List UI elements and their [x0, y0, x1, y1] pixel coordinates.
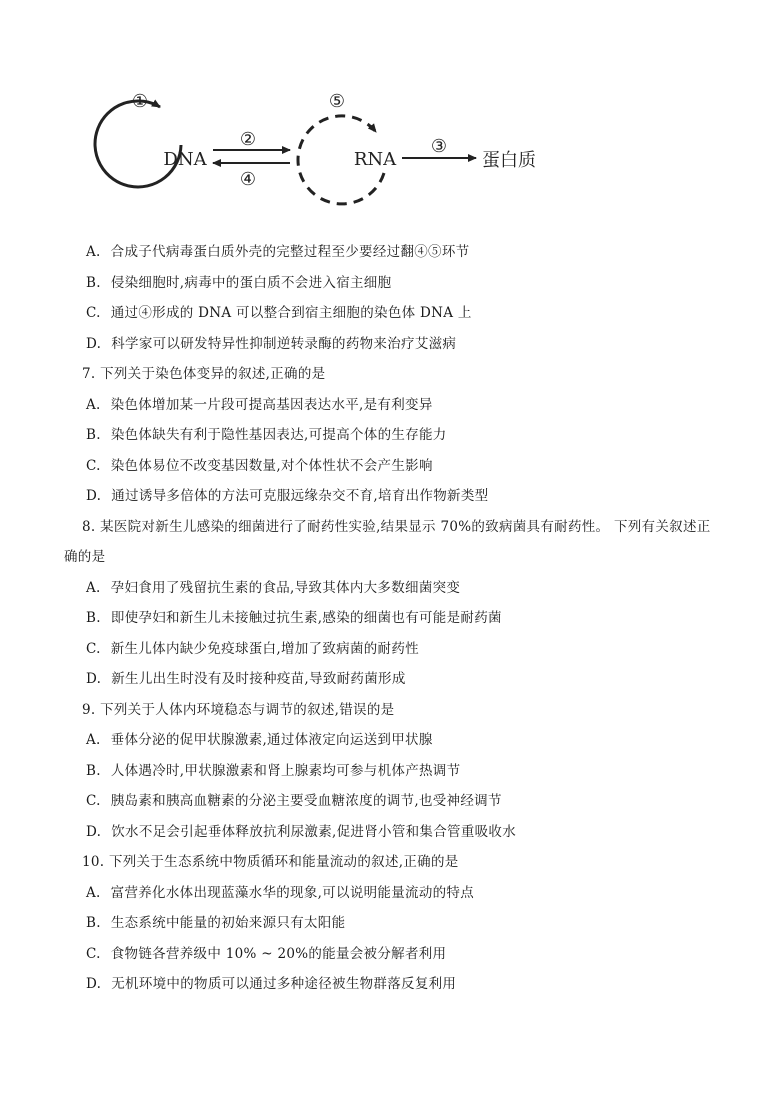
q9-option-b: B. 人体遇冷时,甲状腺激素和肾上腺素均可参与机体产热调节: [86, 763, 461, 779]
dna-label: DNA: [163, 149, 207, 170]
marker-1: ①: [131, 91, 149, 112]
q8-option-d: D. 新生儿出生时没有及时接种疫苗,导致耐药菌形成: [86, 671, 406, 687]
q7-option-d: D. 通过诱导多倍体的方法可克服远缘杂交不育,培育出作物新类型: [86, 488, 489, 504]
q7-option-c: C. 染色体易位不改变基因数量,对个体性状不会产生影响: [86, 458, 433, 474]
q8-option-a: A. 孕妇食用了残留抗生素的食品,导致其体内大多数细菌突变: [86, 580, 461, 596]
q10-stem: 10. 下列关于生态系统中物质循环和能量流动的叙述,正确的是: [82, 854, 459, 870]
q8-option-c: C. 新生儿体内缺少免疫球蛋白,增加了致病菌的耐药性: [86, 641, 419, 657]
q9-option-c: C. 胰岛素和胰高血糖素的分泌主要受血糖浓度的调节,也受神经调节: [86, 793, 502, 809]
q6-option-d: D. 科学家可以研发特异性抑制逆转录酶的药物来治疗艾滋病: [86, 336, 457, 352]
q6-option-b: B. 侵染细胞时,病毒中的蛋白质不会进入宿主细胞: [86, 275, 392, 291]
q6-option-a: A. 合成子代病毒蛋白质外壳的完整过程至少要经过翻④⑤环节: [86, 244, 470, 260]
marker-2: ②: [239, 129, 257, 150]
central-dogma-diagram: [0, 0, 778, 230]
q7-option-b: B. 染色体缺失有利于隐性基因表达,可提高个体的生存能力: [86, 427, 447, 443]
q9-stem: 9. 下列关于人体内环境稳态与调节的叙述,错误的是: [82, 702, 395, 718]
q10-option-c: C. 食物链各营养级中 10% ~ 20%的能量会被分解者利用: [86, 946, 447, 962]
q8-option-b: B. 即使孕妇和新生儿未接触过抗生素,感染的细菌也有可能是耐药菌: [86, 610, 502, 626]
q10-option-d: D. 无机环境中的物质可以通过多种途径被生物群落反复利用: [86, 976, 457, 992]
q10-option-b: B. 生态系统中能量的初始来源只有太阳能: [86, 915, 346, 931]
q9-option-d: D. 饮水不足会引起垂体释放抗利尿激素,促进肾小管和集合管重吸收水: [86, 824, 517, 840]
q10-option-a: A. 富营养化水体出现蓝藻水华的现象,可以说明能量流动的特点: [86, 885, 475, 901]
q8-stem-line1: 8. 某医院对新生儿感染的细菌进行了耐药性实验,结果显示 70%的致病菌具有耐药性。 下列有关叙述正: [82, 519, 711, 535]
q7-option-a: A. 染色体增加某一片段可提高基因表达水平,是有利变异: [86, 397, 433, 413]
marker-3: ③: [430, 136, 448, 157]
marker-5: ⑤: [328, 91, 346, 112]
protein-label: 蛋白质: [482, 150, 536, 171]
q7-stem: 7. 下列关于染色体变异的叙述,正确的是: [82, 366, 326, 382]
dna-replication-arc: [95, 101, 181, 187]
rna-label: RNA: [353, 149, 397, 170]
q8-stem-line2: 确的是: [64, 549, 106, 565]
q6-option-c: C. 通过④形成的 DNA 可以整合到宿主细胞的染色体 DNA 上: [86, 305, 472, 321]
marker-4: ④: [239, 169, 257, 190]
q9-option-a: A. 垂体分泌的促甲状腺激素,通过体液定向运送到甲状腺: [86, 732, 433, 748]
